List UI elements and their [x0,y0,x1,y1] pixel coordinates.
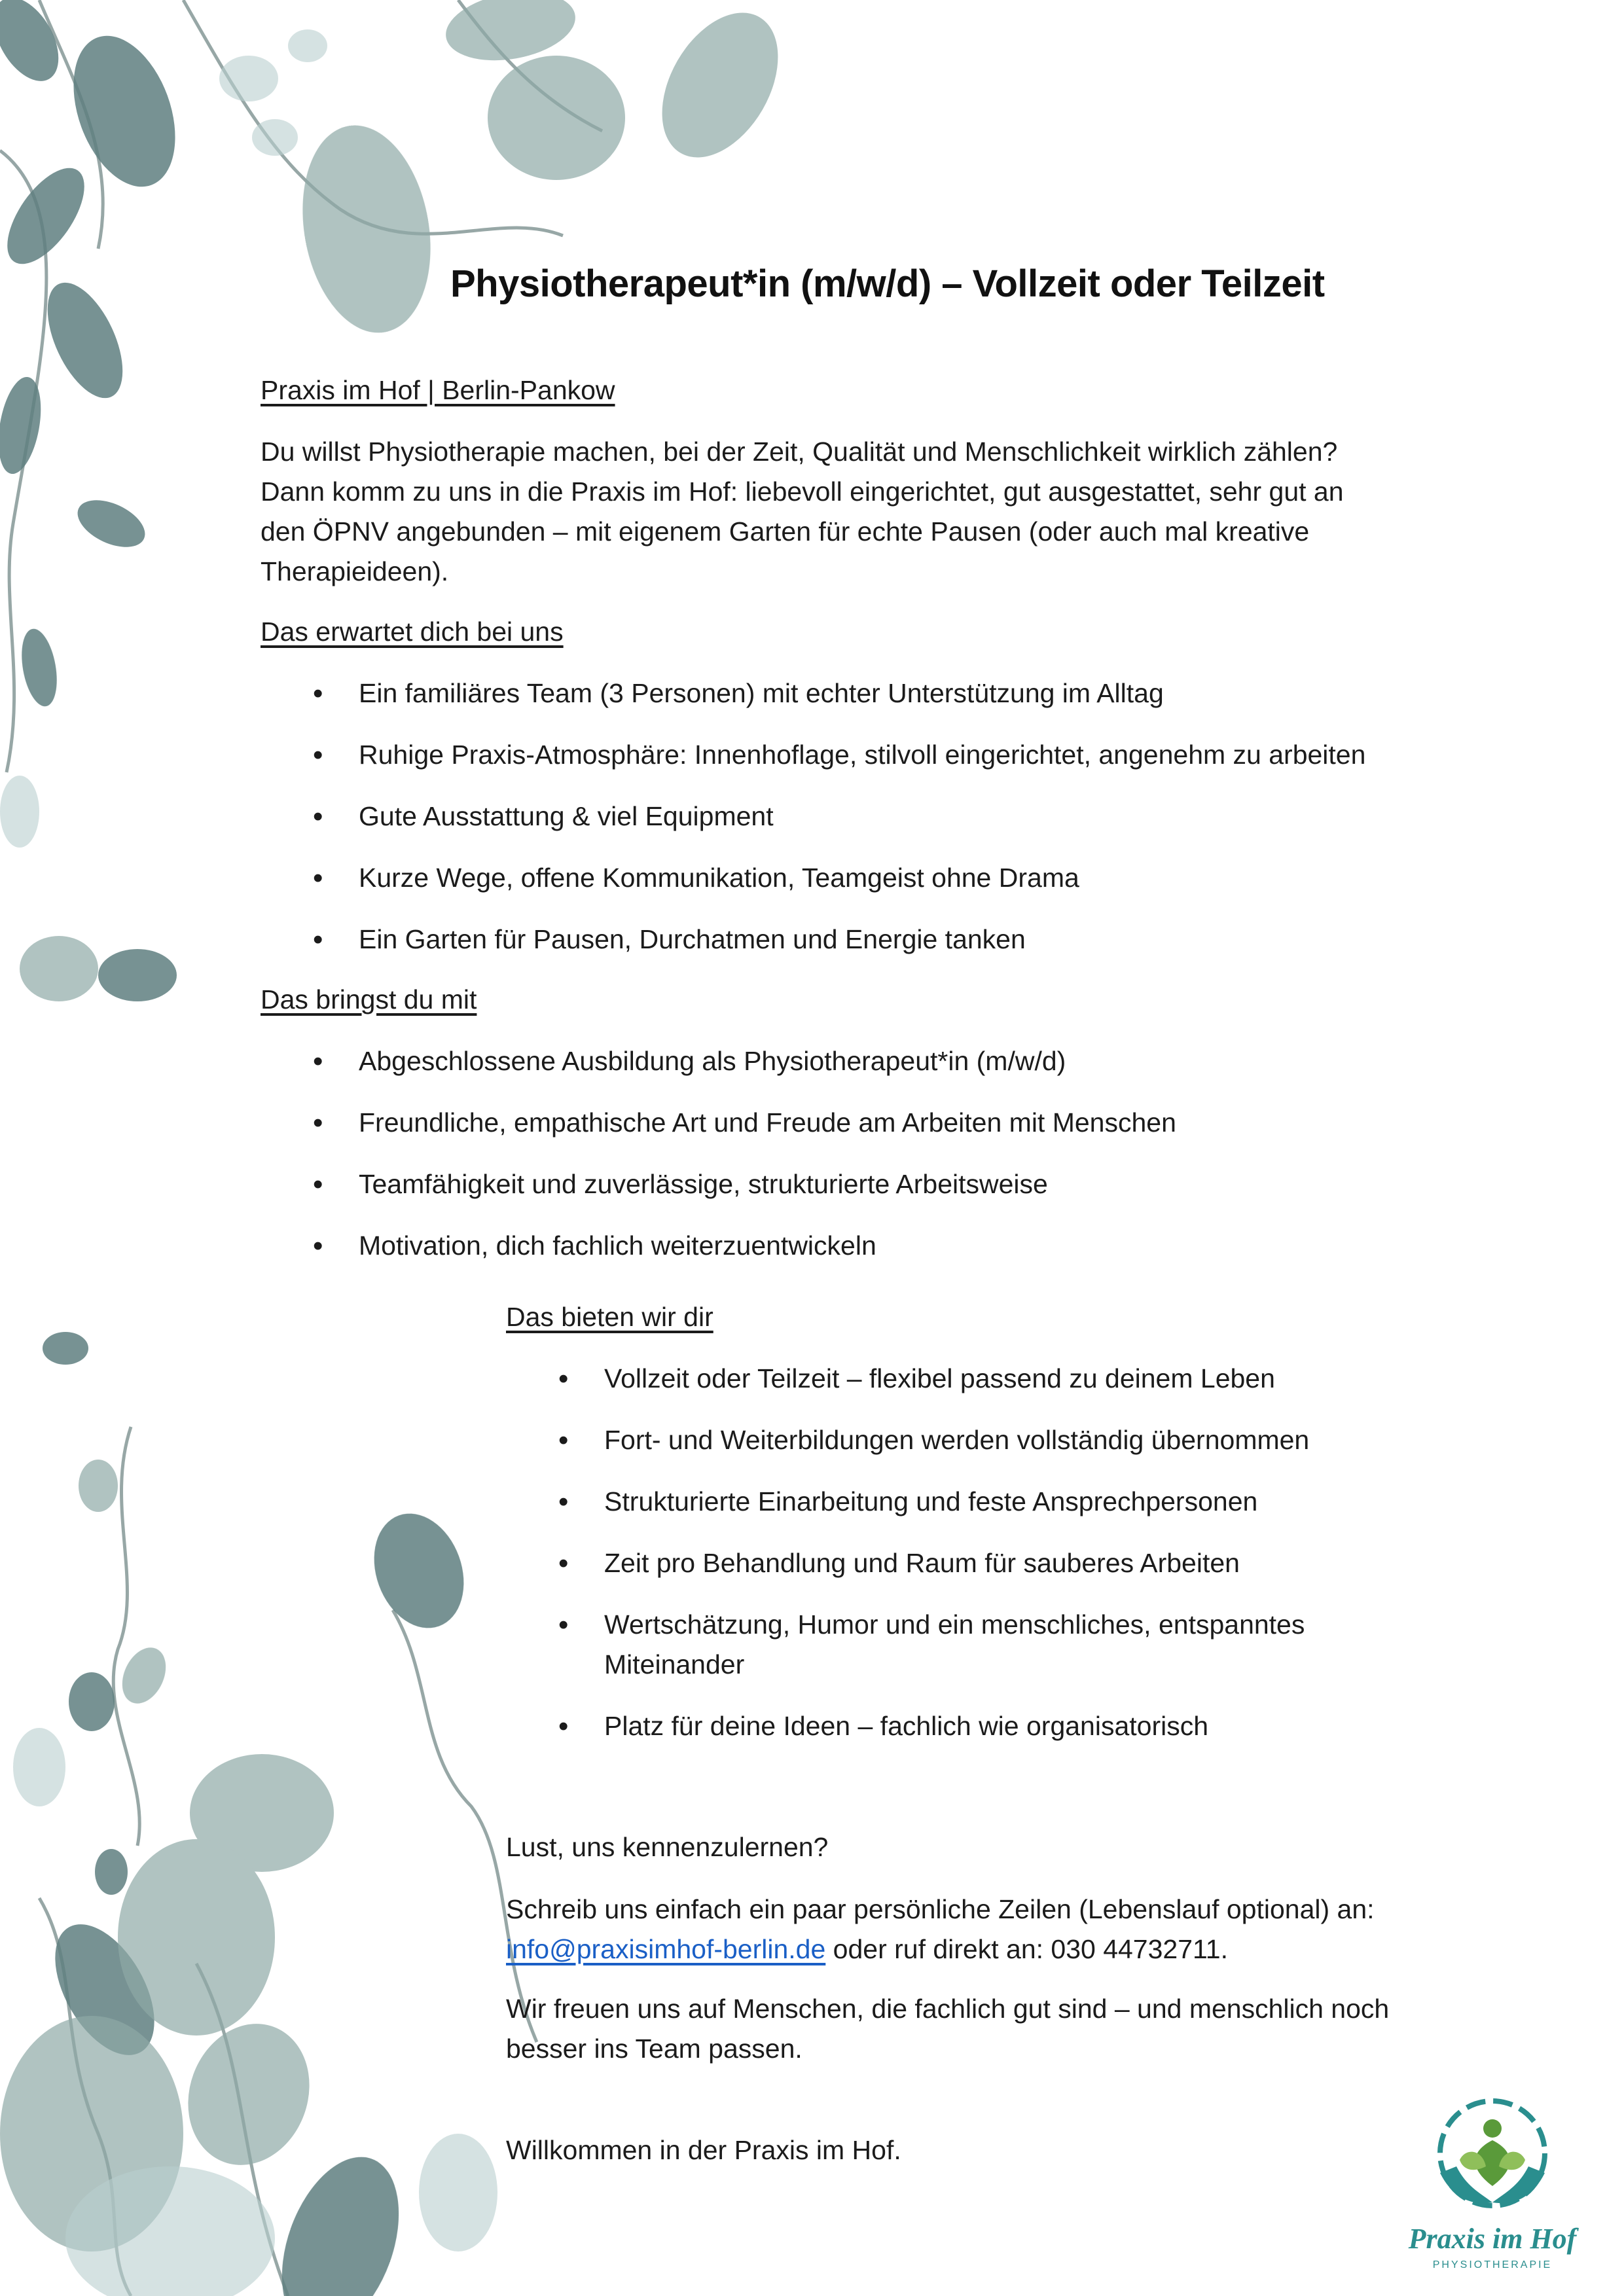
offer-list [506,1359,1309,1768]
closing-line: besser ins Team passen. [506,2034,803,2064]
logo-subtitle: PHYSIOTHERAPIE [1432,2259,1553,2270]
list-item-line: Wertschätzung, Humor und ein menschliches, entspanntes [604,1609,1305,1640]
contact-line [506,1929,1375,1969]
hands-leaves-icon [1440,2101,1545,2206]
list-item-line: Miteinander [604,1649,745,1679]
list-item: • Kurze Wege, offene Kommunikation, Teamgeist ohne Drama [261,858,1365,898]
offer-heading: Das bieten wir dir [506,1302,713,1332]
list-item: • Ein familiäres Team (3 Personen) mit echter Unterstützung im Alltag [261,673,1365,713]
bring-list [261,1041,1176,1287]
list-item: • Freundliche, empathische Art und Freude am Arbeiten mit Menschen [261,1103,1176,1143]
intro-paragraph [261,432,1344,592]
company-line: Praxis im Hof | Berlin-Pankow [261,375,615,405]
list-item: • Ein Garten für Pausen, Durchatmen und Energie tanken [261,920,1365,960]
list-item: • Ruhige Praxis-Atmosphäre: Innenhoflage, stilvoll eingerichtet, angenehm zu arbeiten [261,735,1365,775]
contact-question: Lust, uns kennenzulernen? [506,1832,829,1862]
email-link[interactable]: info@praxisimhof-berlin.de [506,1934,826,1964]
expect-heading: Das erwartet dich bei uns [261,617,564,647]
list-item: • Platz für deine Ideen – fachlich wie organisatorisch [506,1706,1309,1746]
list-item: • Abgeschlossene Ausbildung als Physiotherapeut*in (m/w/d) [261,1041,1176,1081]
phone-text: oder ruf direkt an: 030 44732711. [825,1934,1228,1964]
list-item: • Vollzeit oder Teilzeit – flexibel passend zu deinem Leben [506,1359,1309,1399]
expect-list [261,673,1365,981]
intro-line: Dann komm zu uns in die Praxis im Hof: liebevoll eingerichtet, gut ausgestattet, sehr gut an [261,476,1344,507]
list-item: • Gute Ausstattung & viel Equipment [261,797,1365,836]
list-item [506,1605,1309,1685]
closing-paragraph [506,1989,1389,2069]
intro-line: Therapieideen). [261,556,449,586]
bring-heading: Das bringst du mit [261,984,477,1014]
contact-line: Schreib uns einfach ein paar persönliche Zeilen (Lebenslauf optional) an: [506,1894,1375,1924]
contact-paragraph [506,1890,1375,1969]
list-item: • Motivation, dich fachlich weiterzuentwickeln [261,1226,1176,1266]
closing-line: Wir freuen uns auf Menschen, die fachlich gut sind – und menschlich noch [506,1994,1390,2024]
list-item: • Fort- und Weiterbildungen werden vollständig übernommen [506,1420,1309,1460]
praxis-logo [1394,2088,1591,2284]
logo-name: Praxis im Hof [1408,2223,1577,2255]
list-item: • Zeit pro Behandlung und Raum für sauberes Arbeiten [506,1543,1309,1583]
welcome-line: Willkommen in der Praxis im Hof. [506,2135,901,2165]
intro-line: Du willst Physiotherapie machen, bei der Zeit, Qualität und Menschlichkeit wirklich zählen? [261,437,1338,467]
list-item: • Strukturierte Einarbeitung und feste Ansprechpersonen [506,1482,1309,1522]
intro-line: den ÖPNV angebunden – mit eigenem Garten für echte Pausen (oder auch mal kreative [261,516,1310,547]
page-title: Physiotherapeut*in (m/w/d) – Vollzeit oder Teilzeit [450,262,1325,305]
list-item: • Teamfähigkeit und zuverlässige, strukturierte Arbeitsweise [261,1164,1176,1204]
